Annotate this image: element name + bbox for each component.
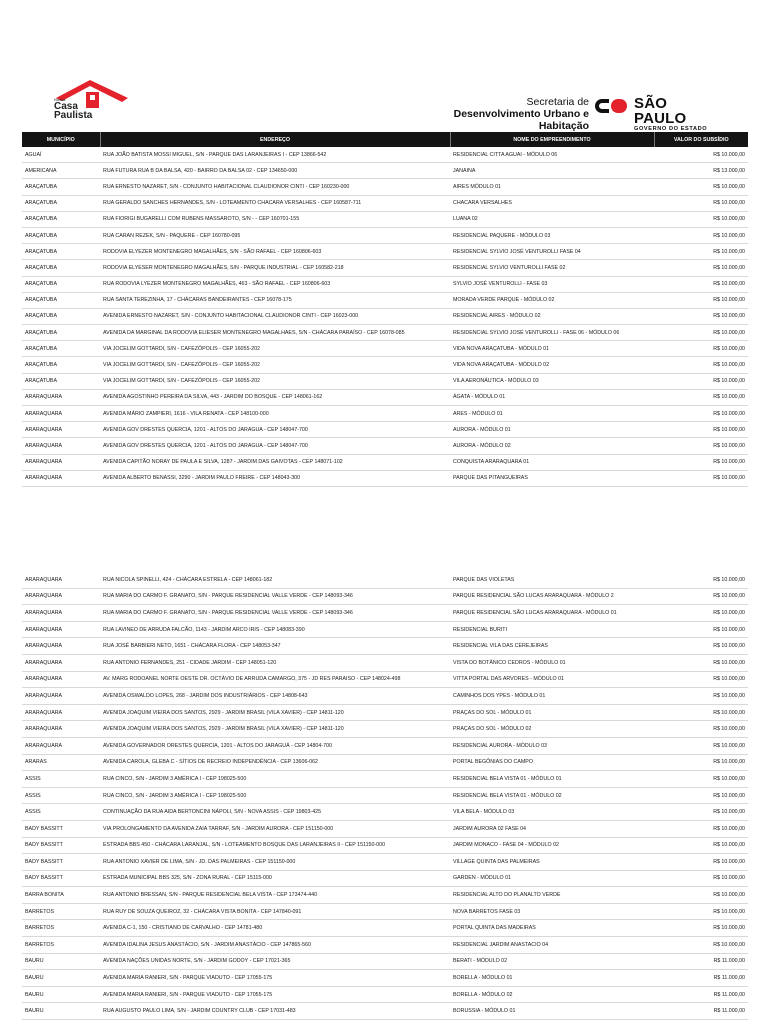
cell-valor: R$ 10.000,00	[654, 406, 748, 422]
cell-municipio: ARAÇATUBA	[22, 227, 100, 243]
cell-empreendimento: RESIDENCIAL AIRES - MÓDULO 02	[450, 308, 654, 324]
cell-valor: R$ 10.000,00	[654, 621, 748, 638]
cell-empreendimento: PORTAL QUINTA DAS MADEIRAS	[450, 920, 654, 937]
cell-empreendimento: PORTAL BEGÔNIAS DO CAMPO	[450, 754, 654, 771]
cell-empreendimento: VIDA NOVA ARAÇATUBA - MÓDULO 02	[450, 357, 654, 373]
table-row	[22, 195, 748, 211]
header-valor: VALOR DO SUBSÍDIO	[654, 132, 748, 147]
cell-municipio: ARARAQUARA	[22, 737, 100, 754]
cell-municipio: ARAÇATUBA	[22, 195, 100, 211]
cell-valor: R$ 10.000,00	[654, 147, 748, 163]
cell-endereco: ESTRADA MUNICIPAL BBS 325, S/N - ZONA RURAL - CEP 15115-000	[100, 870, 450, 887]
table-row	[22, 470, 748, 486]
cell-valor: R$ 11.000,00	[654, 1003, 748, 1020]
cell-municipio: BADY BASSITT	[22, 837, 100, 854]
cell-municipio: BAURU	[22, 1003, 100, 1020]
cell-empreendimento: PARQUE DAS VIOLETAS	[450, 572, 654, 588]
logo-paulista-text: Paulista	[54, 110, 93, 121]
cell-endereco: AVENIDA MARIA RANIERI, S/N - PARQUE VIADUTO - CEP 17055-175	[100, 970, 450, 987]
table-row	[22, 621, 748, 638]
cell-municipio: AGUAÍ	[22, 147, 100, 163]
table-row	[22, 422, 748, 438]
cell-empreendimento: SYLVIO JOSÉ VENTUROLLI - FASE 03	[450, 276, 654, 292]
secretaria-line1: Secretaria de	[526, 96, 589, 108]
cell-empreendimento: RESIDENCIAL ALTO DO PLANALTO VERDE	[450, 887, 654, 904]
cell-municipio: ARARAQUARA	[22, 671, 100, 688]
cell-endereco: AVENIDA GOV DRESTES QUERCIA, 1201 - ALTOS DO JARAGUA - CEP 148047-700	[100, 438, 450, 454]
cell-municipio: ARARAQUARA	[22, 389, 100, 405]
cell-endereco: RUA CINCO, S/N - JARDIM 3 AMÉRICA I - CEP 198025-500	[100, 787, 450, 804]
cell-empreendimento: PARQUE DAS PITANGUEIRAS	[450, 470, 654, 486]
cell-valor: R$ 10.000,00	[654, 605, 748, 622]
cell-municipio: ARARAQUARA	[22, 605, 100, 622]
cell-empreendimento: PARQUE RESIDENCIAL SÃO LUCAS ARARAQUARA - MÓDULO 2	[450, 588, 654, 605]
cell-municipio: ARAÇATUBA	[22, 276, 100, 292]
cell-endereco: RUA GERALDO SANCHES HERNANDES, S/N - LOTEAMENTO CHACARA VERSALHES - CEP 160587-711	[100, 195, 450, 211]
cell-municipio: ARARAQUARA	[22, 470, 100, 486]
table-row	[22, 244, 748, 260]
cell-empreendimento: RESIDENCIAL SYLVIO JOSÉ VENTUROLLI FASE 04	[450, 244, 654, 260]
cell-valor: R$ 10.000,00	[654, 771, 748, 788]
cell-municipio: AMERICANA	[22, 163, 100, 179]
cell-endereco: AVENIDA ERNESTO NAZARET, S/N - CONJUNTO HABITACIONAL CLAUDIONOR CINTI - CEP 16023-000	[100, 308, 450, 324]
cell-municipio: ARAÇATUBA	[22, 373, 100, 389]
cell-endereco: AVENIDA AGOSTINHO PEREIRA DA SILVA, 443 - JARDIM DO BOSQUE - CEP 148061-162	[100, 389, 450, 405]
cell-municipio: ARARAQUARA	[22, 721, 100, 738]
cell-valor: R$ 10.000,00	[654, 260, 748, 276]
cell-municipio: BADY BASSITT	[22, 854, 100, 871]
table-row	[22, 804, 748, 821]
header-municipio: MUNICÍPIO	[22, 132, 100, 147]
cell-valor: R$ 10.000,00	[654, 654, 748, 671]
cell-valor: R$ 10.000,00	[654, 211, 748, 227]
cell-endereco: RUA ERNESTO NAZARET, S/N - CONJUNTO HABITACIONAL CLAUDIONOR CINTI - CEP 160230-000	[100, 179, 450, 195]
cell-endereco: AVENIDA IDALINA JESUS ANASTÁCIO, S/N - JARDIM ANASTÁCIO - CEP 147865-560	[100, 937, 450, 954]
cell-empreendimento: PRAÇAS DO SOL - MÓDULO 01	[450, 704, 654, 721]
cell-valor: R$ 10.000,00	[654, 820, 748, 837]
cell-municipio: ARARAQUARA	[22, 621, 100, 638]
cell-valor: R$ 10.000,00	[654, 787, 748, 804]
cell-municipio: ARAÇATUBA	[22, 260, 100, 276]
cell-municipio: BAURU	[22, 953, 100, 970]
casa-paulista-logo	[52, 80, 132, 122]
table-row	[22, 854, 748, 871]
cell-endereco: RUA RUY DE SOUZA QUEIROZ, 32 - CHÁCARA VISTA BONITA - CEP 147840-091	[100, 903, 450, 920]
cell-municipio: ARAÇATUBA	[22, 341, 100, 357]
cell-endereco: RUA NICOLA SPINELLI, 424 - CHÁCARA ESTRELA - CEP 148061-182	[100, 572, 450, 588]
table-row	[22, 1003, 748, 1020]
cell-municipio: ARAÇATUBA	[22, 308, 100, 324]
cell-endereco: AVENIDA OSWALDO LOPES, 268 - JARDIM DOS INDUSTRIÁRIOS - CEP 14808-643	[100, 688, 450, 705]
table-row	[22, 179, 748, 195]
cell-valor: R$ 10.000,00	[654, 671, 748, 688]
cell-municipio: ASSIS	[22, 771, 100, 788]
table-row	[22, 373, 748, 389]
cell-endereco: RUA JOSÉ BARBIERI NETO, 1651 - CHÁCARA FLORA - CEP 148053-347	[100, 638, 450, 655]
cell-valor: R$ 10.000,00	[654, 292, 748, 308]
table-row	[22, 292, 748, 308]
table-row	[22, 737, 748, 754]
cell-valor: R$ 10.000,00	[654, 638, 748, 655]
cell-valor: R$ 11.000,00	[654, 986, 748, 1003]
table-row	[22, 572, 748, 588]
cell-valor: R$ 10.000,00	[654, 308, 748, 324]
governo-subtitle: GOVERNO DO ESTADO	[634, 126, 708, 132]
table-row	[22, 454, 748, 470]
cell-empreendimento: VIDA NOVA ARAÇATUBA - MÓDULO 01	[450, 341, 654, 357]
secretaria-name	[410, 96, 589, 132]
cell-municipio: BARRETOS	[22, 903, 100, 920]
cell-valor: R$ 10.000,00	[654, 357, 748, 373]
cell-empreendimento: VILLAGE QUINTA DAS PALMEIRAS	[450, 854, 654, 871]
cell-endereco: RUA FUTURA RUA B DA BALSA, 420 - BAIRRO DA BALSA 02 - CEP 134650-000	[100, 163, 450, 179]
logo-small-text: Nossa	[54, 97, 66, 102]
table-row	[22, 771, 748, 788]
cell-valor: R$ 10.000,00	[654, 588, 748, 605]
cell-municipio: ARARAQUARA	[22, 406, 100, 422]
table-row	[22, 163, 748, 179]
cell-empreendimento: VISTA DO BOTÂNICO CEDROS - MÓDULO 01	[450, 654, 654, 671]
table-row	[22, 357, 748, 373]
cell-empreendimento: CHACARA VERSALHES	[450, 195, 654, 211]
cell-empreendimento: RESIDENCIAL BELA VISTA 01 - MÓDULO 02	[450, 787, 654, 804]
cell-endereco: RODOVIA ELYEZER MONTENEGRO MAGALHÃES, S/N - SÃO RAFAEL - CEP 160806-603	[100, 244, 450, 260]
cell-empreendimento: CONQUISTA ARARAQUARA 01	[450, 454, 654, 470]
cell-municipio: ASSIS	[22, 787, 100, 804]
cell-municipio: BARRA BONITA	[22, 887, 100, 904]
cell-municipio: ARARAQUARA	[22, 704, 100, 721]
table-body	[22, 147, 748, 486]
cell-valor: R$ 10.000,00	[654, 389, 748, 405]
cell-empreendimento: LUANA 02	[450, 211, 654, 227]
cell-endereco: VIA PROLONGAMENTO DA AVENIDA ZAIA TARRAF, S/N - JARDIM AURORA - CEP 151150-000	[100, 820, 450, 837]
cell-empreendimento: BORUSSIA - MÓDULO 01	[450, 1003, 654, 1020]
table-row	[22, 638, 748, 655]
cell-valor: R$ 11.000,00	[654, 953, 748, 970]
cell-endereco: AVENIDA JOAQUIM VIEIRA DOS SANTOS, 2929 - JARDIM BRASIL (VILA XAVIER) - CEP 14811-120	[100, 704, 450, 721]
cell-municipio: ARARAQUARA	[22, 588, 100, 605]
table-row	[22, 820, 748, 837]
cell-endereco: RUA RODOVIA LYEZER MONTENEGRO MAGALHÃES, 463 - SÃO RAFAEL - CEP 160806-603	[100, 276, 450, 292]
cell-endereco: RUA MARIA DO CARMO F. GRANATO, S/N - PARQUE RESIDENCIAL VALLE VERDE - CEP 148093-346	[100, 588, 450, 605]
cell-endereco: AVENIDA MARIA RANIERI, S/N - PARQUE VIADUTO - CEP 17055-175	[100, 986, 450, 1003]
table-row	[22, 389, 748, 405]
table-row	[22, 605, 748, 622]
cell-endereco: RUA FIORIGI BUGARELLI COM RUBENS MASSAROTO, S/N - - CEP 160701-155	[100, 211, 450, 227]
cell-empreendimento: VITTA PORTAL DAS ARVORES - MÓDULO 01	[450, 671, 654, 688]
table-row	[22, 787, 748, 804]
cell-valor: R$ 11.000,00	[654, 970, 748, 987]
cell-empreendimento: GARDEN - MÓDULO 01	[450, 870, 654, 887]
cell-endereco: RUA ANTONIO FERNANDES, 251 - CIDADE JARDIM - CEP 148051-120	[100, 654, 450, 671]
cell-endereco: VIA JOCELIM GOTTARDI, S/N - CAFEZÓPOLIS - CEP 16055-202	[100, 373, 450, 389]
cell-valor: R$ 10.000,00	[654, 572, 748, 588]
cell-municipio: ARAÇATUBA	[22, 244, 100, 260]
cell-empreendimento: JANAINA	[450, 163, 654, 179]
cell-endereco: RUA MARIA DO CARMO F. GRANATO, S/N - PARQUE RESIDENCIAL VALLE VERDE - CEP 148093-346	[100, 605, 450, 622]
cell-empreendimento: AIRES MÓDULO 01	[450, 179, 654, 195]
cell-endereco: RUA SANTA TEREZINHA, 17 - CHÁCARAS BANDEIRANTES - CEP 16078-175	[100, 292, 450, 308]
cell-endereco: RUA LAVINEO DE ARRUDA FALCÃO, 1143 - JARDIM ARCO IRIS - CEP 148083-390	[100, 621, 450, 638]
cell-endereco: ESTRADA BBS 450 - CHÁCARA LARANJAL, S/N - LOTEAMENTO BOSQUE DAS LARANJEIRAS II - CEP 151150-000	[100, 837, 450, 854]
table-row	[22, 953, 748, 970]
table-row	[22, 211, 748, 227]
cell-valor: R$ 10.000,00	[654, 837, 748, 854]
cell-valor: R$ 10.000,00	[654, 754, 748, 771]
cell-valor: R$ 10.000,00	[654, 688, 748, 705]
cell-endereco: AV. MARG RODOANEL NORTE OESTE DR. OCTÁVIO DE ARRUDA CAMARGO, 375 - JD RES PARAISO - CEP 148024-498	[100, 671, 450, 688]
cell-valor: R$ 10.000,00	[654, 454, 748, 470]
table-row	[22, 754, 748, 771]
cell-empreendimento: CAMINHOS DOS YPES - MÓDULO 01	[450, 688, 654, 705]
cell-empreendimento: AURORA - MÓDULO 02	[450, 438, 654, 454]
secretaria-logo	[410, 95, 715, 132]
cell-empreendimento: RESIDENCIAL CITTA AGUAI - MÓDULO 06	[450, 147, 654, 163]
table-row	[22, 688, 748, 705]
cell-municipio: ARARAQUARA	[22, 454, 100, 470]
cell-endereco: RUA CARAN REZEK, S/N - PAQUERE - CEP 160780-095	[100, 227, 450, 243]
table-row	[22, 654, 748, 671]
table-row	[22, 147, 748, 163]
secretaria-line2: Desenvolvimento Urbano e Habitação	[453, 108, 589, 132]
table-row	[22, 937, 748, 954]
cell-valor: R$ 10.000,00	[654, 920, 748, 937]
cell-empreendimento: PARQUE RESIDENCIAL SÃO LUCAS ARARAQUARA - MÓDULO 01	[450, 605, 654, 622]
table-row	[22, 308, 748, 324]
cell-valor: R$ 10.000,00	[654, 721, 748, 738]
cell-municipio: BAURU	[22, 970, 100, 987]
cell-empreendimento: BERATI - MÓDULO 02	[450, 953, 654, 970]
table-row	[22, 227, 748, 243]
cell-valor: R$ 10.000,00	[654, 179, 748, 195]
table-row	[22, 406, 748, 422]
cell-empreendimento: RESIDENCIAL VILA DAS CEREJEIRAS	[450, 638, 654, 655]
cell-endereco: CONTINUAÇÃO DA RUA AIDA BERTONCINI NÁPOLI, S/N - NOVA ASSIS - CEP 19803-425	[100, 804, 450, 821]
cell-empreendimento: RESIDENCIAL BURITI	[450, 621, 654, 638]
cell-municipio: ARARAQUARA	[22, 572, 100, 588]
cell-empreendimento: BORELLA - MÓDULO 02	[450, 986, 654, 1003]
cell-valor: R$ 10.000,00	[654, 438, 748, 454]
cell-municipio: ARARAS	[22, 754, 100, 771]
cell-endereco: AVENIDA JOAQUIM VIEIRA DOS SANTOS, 2929 - JARDIM BRASIL (VILA XAVIER) - CEP 14811-120	[100, 721, 450, 738]
cell-valor: R$ 10.000,00	[654, 227, 748, 243]
cell-valor: R$ 10.000,00	[654, 870, 748, 887]
table-row	[22, 887, 748, 904]
cell-endereco: AVENIDA CAROLA, GLEBA C - SÍTIOS DE RECREIO INDEPENDÊNCIA - CEP 13606-062	[100, 754, 450, 771]
cell-valor: R$ 10.000,00	[654, 422, 748, 438]
governo-sp	[634, 96, 715, 133]
cell-valor: R$ 10.000,00	[654, 704, 748, 721]
cell-municipio: BARRETOS	[22, 920, 100, 937]
cell-endereco: AVENIDA MÁRIO ZAMPIERI, 1616 - VILA RENATA - CEP 148100-000	[100, 406, 450, 422]
table-row	[22, 970, 748, 987]
cell-endereco: RUA CINCO, S/N - JARDIM 3 AMÉRICA I - CEP 198025-500	[100, 771, 450, 788]
cell-municipio: ARAÇATUBA	[22, 211, 100, 227]
cell-empreendimento: ARES - MÓDULO 01	[450, 406, 654, 422]
cell-endereco: AVENIDA DA MARGINAL DA RODOVIA ELIESER MONTENEGRO MAGALHAES, S/N - CHÁCARA PARAÍSO - CEP 16078-085	[100, 325, 450, 341]
cell-valor: R$ 10.000,00	[654, 195, 748, 211]
cell-endereco: VIA JOCELIM GOTTARDI, S/N - CAFEZÓPOLIS - CEP 16055-202	[100, 357, 450, 373]
cell-municipio: BARRETOS	[22, 937, 100, 954]
cell-valor: R$ 10.000,00	[654, 373, 748, 389]
cell-valor: R$ 10.000,00	[654, 887, 748, 904]
cell-municipio: ARAÇATUBA	[22, 357, 100, 373]
cell-empreendimento: ÁGATA - MÓDULO 01	[450, 389, 654, 405]
cell-municipio: ARARAQUARA	[22, 688, 100, 705]
table-row	[22, 721, 748, 738]
cell-valor: R$ 10.000,00	[654, 937, 748, 954]
cell-municipio: ASSIS	[22, 804, 100, 821]
cell-endereco: RUA AUGUSTO PAULO LIMA, S/N - JARDIM COUNTRY CLUB - CEP 17031-483	[100, 1003, 450, 1020]
cell-empreendimento: RESIDENCIAL SYLVIO JOSÉ VENTUROLLI - FASE 06 - MÓDULO 06	[450, 325, 654, 341]
table-row	[22, 325, 748, 341]
table-row	[22, 438, 748, 454]
cell-endereco: AVENIDA C-1, 150 - CRISTIANO DE CARVALHO - CEP 14781-480	[100, 920, 450, 937]
table-row	[22, 260, 748, 276]
cell-empreendimento: JARDIM MONACO - FASE 04 - MÓDULO 02	[450, 837, 654, 854]
sao-paulo-emblem-icon	[593, 97, 629, 115]
table-row	[22, 986, 748, 1003]
cell-endereco: RUA ANTONIO BRESSAN, S/N - PARQUE RESIDENCIAL BELA VISTA - CEP 173474-440	[100, 887, 450, 904]
cell-empreendimento: VILA BELA - MÓDULO 03	[450, 804, 654, 821]
cell-empreendimento: BORELLA - MÓDULO 01	[450, 970, 654, 987]
cell-municipio: ARAÇATUBA	[22, 292, 100, 308]
cell-municipio: ARAÇATUBA	[22, 325, 100, 341]
header-endereco: ENDEREÇO	[100, 132, 450, 147]
cell-empreendimento: VILA AERONÁUTICA - MÓDULO 03	[450, 373, 654, 389]
cell-municipio: BADY BASSITT	[22, 870, 100, 887]
cell-endereco: RUA JOÃO BATISTA MOSSI MIGUEL, S/N - PARQUE DAS LARANJEIRAS I - CEP 13866-542	[100, 147, 450, 163]
subsidy-table-page-2	[22, 572, 748, 1020]
cell-empreendimento: RESIDENCIAL BELA VISTA 01 - MÓDULO 01	[450, 771, 654, 788]
cell-valor: R$ 10.000,00	[654, 737, 748, 754]
table-row	[22, 588, 748, 605]
cell-empreendimento: MORADA VERDE PARQUE - MÓDULO 02	[450, 292, 654, 308]
cell-valor: R$ 10.000,00	[654, 276, 748, 292]
cell-valor: R$ 10.000,00	[654, 854, 748, 871]
cell-empreendimento: RESIDENCIAL PAQUERE - MÓDULO 03	[450, 227, 654, 243]
cell-valor: R$ 10.000,00	[654, 804, 748, 821]
table-row	[22, 870, 748, 887]
table-row	[22, 920, 748, 937]
cell-municipio: ARARAQUARA	[22, 654, 100, 671]
cell-empreendimento: PRAÇAS DO SOL - MÓDULO 02	[450, 721, 654, 738]
cell-endereco: VIA JOCELIM GOTTARDI, S/N - CAFEZÓPOLIS - CEP 16055-202	[100, 341, 450, 357]
cell-endereco: AVENIDA GOVERNADOR ORESTES QUERCIA, 1201 - ALTOS DO JARAGUÁ - CEP 14804-700	[100, 737, 450, 754]
cell-valor: R$ 13.000,00	[654, 163, 748, 179]
cell-municipio: ARAÇATUBA	[22, 179, 100, 195]
cell-endereco: AVENIDA ALBERTO BENASSI, 3290 - JARDIM PAULO FREIRE - CEP 148043-300	[100, 470, 450, 486]
cell-municipio: BAURU	[22, 986, 100, 1003]
cell-municipio: ARARAQUARA	[22, 638, 100, 655]
cell-empreendimento: JARDIM AURORA 02 FASE 04	[450, 820, 654, 837]
table-row	[22, 341, 748, 357]
cell-endereco: RUA ANTONIO XAVIER DE LIMA, S/N - JD. DAS PALMEIRAS - CEP 151150-000	[100, 854, 450, 871]
cell-endereco: RODOVIA ELYESER MONTENEGRO MAGALHÃES, S/N - PARQUE INDUSTRIAL - CEP 160582-218	[100, 260, 450, 276]
cell-endereco: AVENIDA GOV DRESTES QUERCIA, 1201 - ALTOS DO JARAGUA - CEP 148047-700	[100, 422, 450, 438]
cell-valor: R$ 10.000,00	[654, 325, 748, 341]
subsidy-table-page-1	[22, 132, 748, 487]
cell-municipio: ARARAQUARA	[22, 438, 100, 454]
table-row	[22, 276, 748, 292]
cell-valor: R$ 10.000,00	[654, 903, 748, 920]
cell-valor: R$ 10.000,00	[654, 470, 748, 486]
table-row	[22, 837, 748, 854]
cell-empreendimento: NOVA BARRETOS FASE 03	[450, 903, 654, 920]
table-row	[22, 671, 748, 688]
table-header-row	[22, 132, 748, 147]
cell-endereco: AVENIDA CAPITÃO NORAY DE PAULA E SILVA, 1287 - JARDIM DAS GAIVOTAS - CEP 148071-102	[100, 454, 450, 470]
cell-valor: R$ 10.000,00	[654, 244, 748, 260]
cell-empreendimento: RESIDENCIAL JARDIM ANASTACIO 04	[450, 937, 654, 954]
cell-municipio: BADY BASSITT	[22, 820, 100, 837]
table-body	[22, 572, 748, 1020]
cell-municipio: ARARAQUARA	[22, 422, 100, 438]
logo-casa-text: Casa	[54, 101, 78, 112]
cell-endereco: AVENIDA NAÇÕES UNIDAS NORTE, S/N - JARDIM GODOY - CEP 17021-365	[100, 953, 450, 970]
governo-name: SÃO PAULO	[634, 95, 687, 127]
cell-empreendimento: RESIDENCIAL AURORA - MÓDULO 03	[450, 737, 654, 754]
table-row	[22, 704, 748, 721]
cell-empreendimento: AURORA - MÓDULO 01	[450, 422, 654, 438]
cell-empreendimento: RESIDENCIAL SYLVIO VENTUROLLI FASE 02	[450, 260, 654, 276]
table-row	[22, 903, 748, 920]
header-empreendimento: NOME DO EMPREENDIMENTO	[450, 132, 654, 147]
cell-valor: R$ 10.000,00	[654, 341, 748, 357]
